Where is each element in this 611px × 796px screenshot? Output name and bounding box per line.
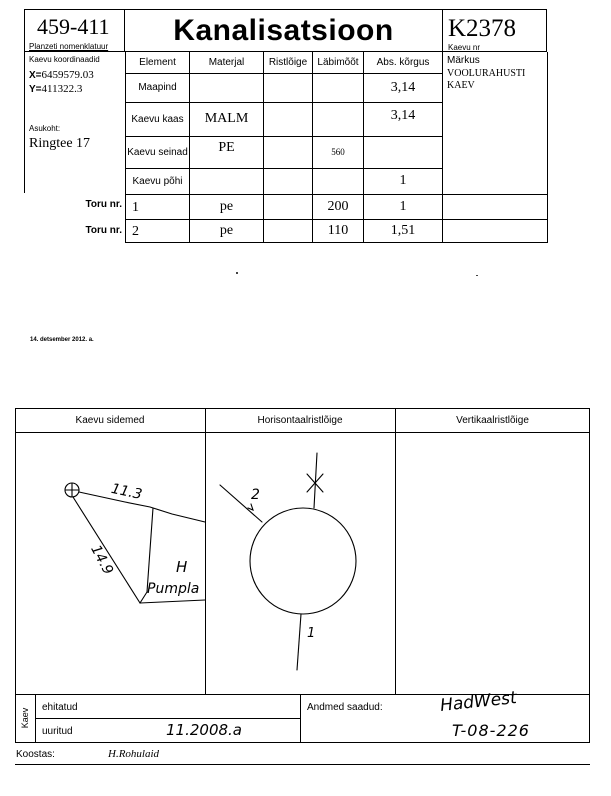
y-label: Y= [29,84,42,95]
footer-mid-rule [35,718,300,719]
footer-kaev-label: Kaev [20,707,30,729]
surveyed-value: 11.2008.a [166,721,242,739]
panel-title-ties: Kaevu sidemed [75,415,145,426]
col-header-element: Element [125,52,190,74]
col-header-height: Abs. kõrgus [363,52,443,74]
row-seinad-material: PE [189,136,264,169]
pipe-row-1-diameter: 200 [312,195,364,220]
col-header-diameter: Läbimõõt [312,52,364,74]
col-header-material: Materjal [189,52,264,74]
coords-label: Kaevu koordinaadid [29,55,100,64]
building-wall-bottom [140,600,205,603]
row-pohi-element: Kaevu põhi [125,168,190,195]
well-number: K2378 [448,15,517,42]
building-name: Pumpla [147,581,200,597]
location-value: Ringtee 17 [29,136,91,151]
remark-value: VOOLURAHUSTI KAEV [447,68,526,91]
col-header-cross: Ristlõige [263,52,313,74]
footer-right-divider [300,694,301,743]
data-source-label: Andmed saadud: [307,702,383,713]
built-label: ehitatud [42,702,78,713]
pipe-row-2-material: pe [189,219,264,243]
author-underline [15,764,590,765]
sheet-number-label: Planzeti nomenklatuur [29,42,109,51]
x-value: 6459579.03 [41,69,94,81]
tie-line-top [79,492,205,522]
date-line: 14. detsember 2012. a. [30,337,94,343]
x-label: X= [29,70,42,81]
pipe-2-arrow [248,504,253,510]
author-label: Koostas: [16,749,55,760]
row-kaas-material: MALM [189,102,264,137]
tie-line-diagonal [73,497,140,603]
pipe-row-2-diameter: 110 [312,219,364,243]
pipe-1-label: 1 [307,626,316,641]
pipe-row-1-label: Toru nr. [85,199,122,210]
row-maapind-height: 3,14 [363,73,443,103]
well-section-circle [250,508,356,614]
row-kaas-element: Kaevu kaas [125,102,190,137]
pipe-row-2-label: Toru nr. [85,225,122,236]
pipe-row-1-number: 1 [125,195,190,220]
author-value: H.Rohulaid [108,748,160,760]
pipe-row-1-height: 1 [363,195,443,220]
tie-dimension-diagonal: 14.9 [87,542,116,578]
pipe-1-line [297,614,301,670]
pipe-row-2-height: 1,51 [363,219,443,243]
surveyed-label: uuritud [42,726,73,737]
pipe-row-1-material: pe [189,195,264,220]
location-label: Asukoht: [29,124,61,133]
remark-label: Märkus [447,55,480,66]
sheet-number: 459-411 [37,14,110,39]
panel-title-horizontal: Horisontaalristlõige [257,415,343,426]
data-source-code: T-08-226 [452,721,530,740]
row-pohi-height: 1 [363,168,443,195]
building-letter: H [176,558,188,576]
row-kaas-height: 3,14 [363,102,443,137]
y-value: 411322.3 [41,83,83,95]
panel-title-vertical: Vertikaalristlõige [456,415,529,426]
page-title: Kanalisatsioon [173,13,394,47]
data-source-company: HadWest [439,688,518,716]
row-seinad-element: Kaevu seinad [125,136,190,169]
row-maapind-element: Maapind [125,73,190,103]
pipe-2-label: 2 [251,487,260,503]
pipe-row-2-number: 2 [125,219,190,243]
well-number-label: Kaevu nr [448,43,481,52]
tie-dimension-top: 11.3 [109,480,144,504]
row-seinad-diameter: 560 [312,136,364,169]
